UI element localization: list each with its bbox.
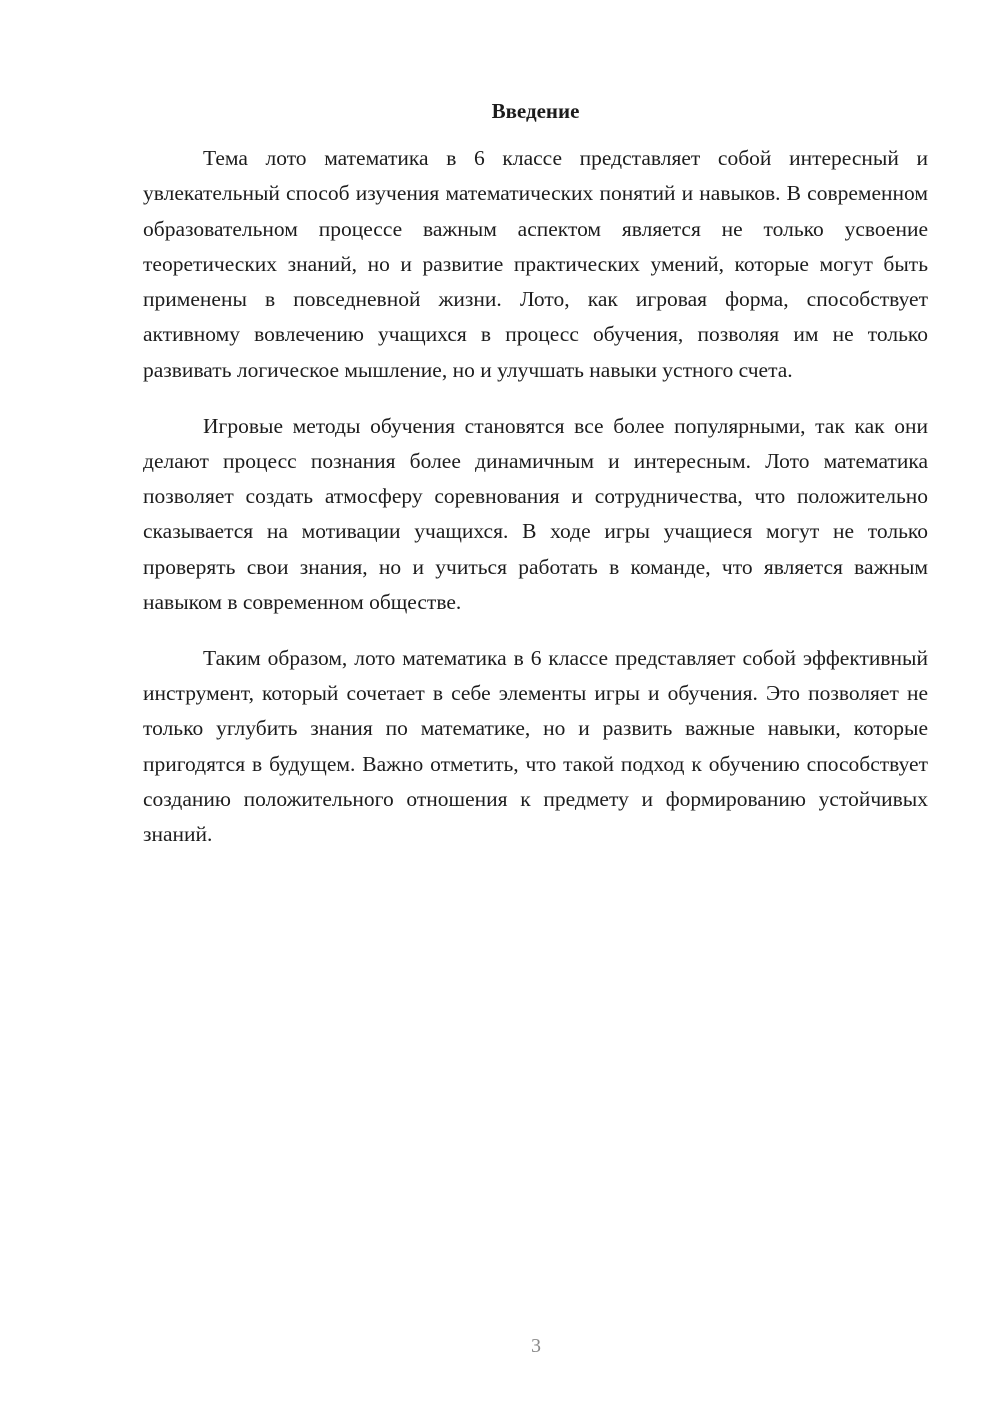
paragraph-1: Тема лото математика в 6 классе представляет собой интересный и увлекательный способ изучения математических понятий и навыков. В современном образовательном процессе важным аспектом является не только усвоение теоретических знаний, но и развитие практических умений, которые могут быть применены в повседневной жизни. Лото, как игровая форма, способствует активному вовлечению учащихся в процесс обучения, позволяя им не только развивать логическое мышление, но и улучшать навыки устного счета. xyxy=(143,146,928,382)
page-number: 3 xyxy=(531,1335,541,1357)
body-text xyxy=(143,141,928,873)
section-title: Введение xyxy=(491,99,580,123)
paragraph-2: Игровые методы обучения становятся все более популярными, так как они делают процесс познания более динамичным и интересным. Лото математика позволяет создать атмосферу соревнования и сотрудничества, что положительно сказывается на мотивации учащихся. В ходе игры учащиеся могут не только проверять свои знания, но и учиться работать в команде, что является важным навыком в современном обществе. xyxy=(143,413,928,615)
paragraph-3: Таким образом, лото математика в 6 классе представляет собой эффективный инструмент, который сочетает в себе элементы игры и обучения. Это позволяет не только углубить знания по математике, но и развить важные навыки, которые пригодятся в будущем. Важно отметить, что такой подход к обучению способствует созданию положительного отношения к предмету и формированию устойчивых знаний. xyxy=(143,645,928,847)
